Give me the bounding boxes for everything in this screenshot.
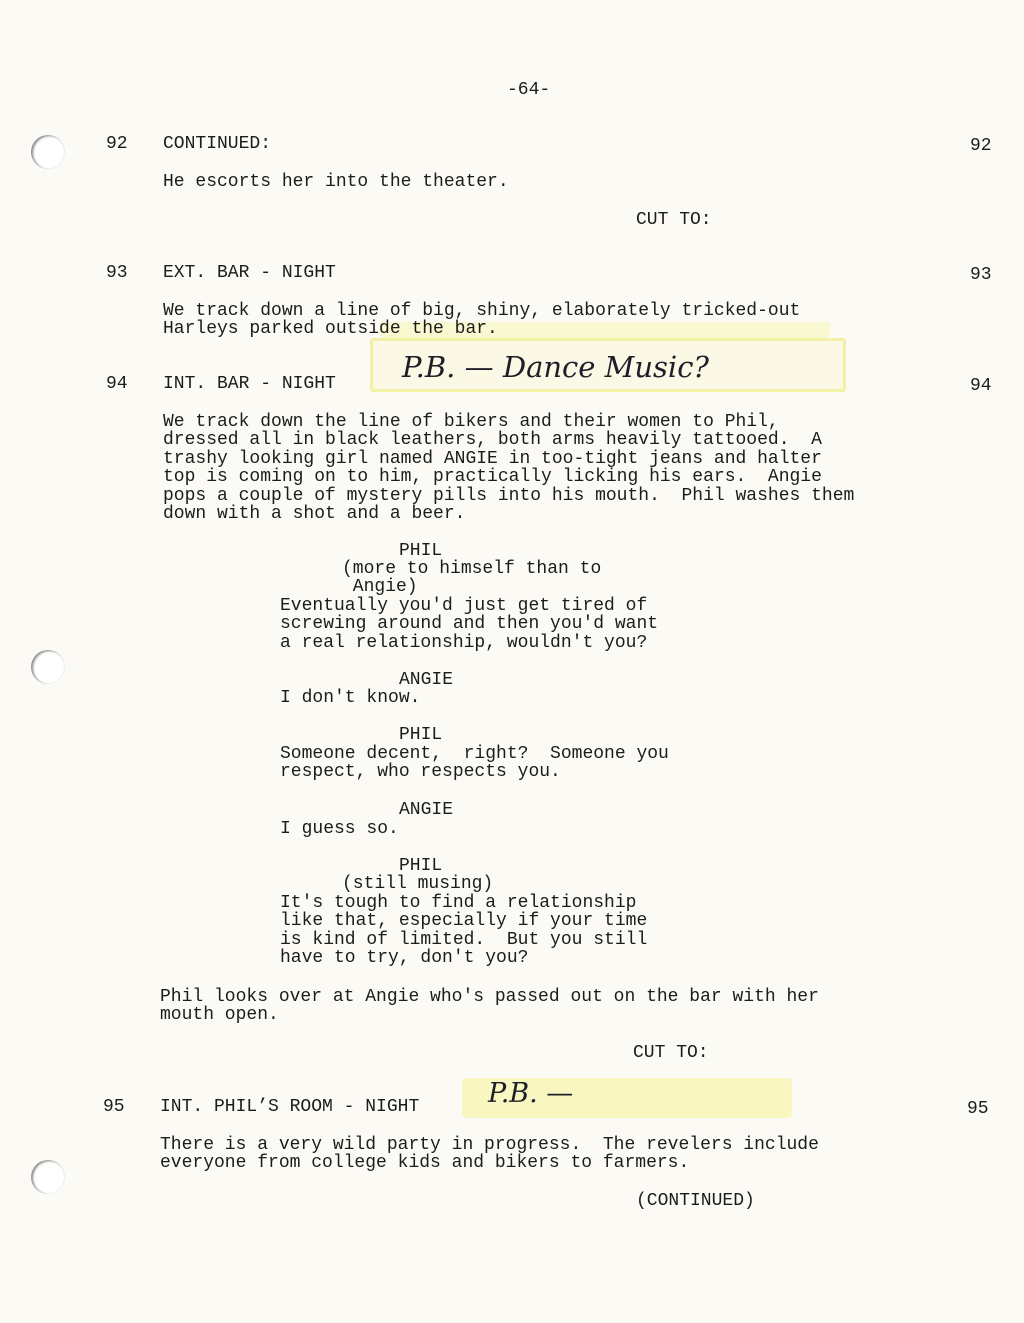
action-text: We track down the line of bikers and their women to Phil, dressed all in black leathers, both arms heavily tattooed. A trashy looking girl named ANGIE in too-tight jeans and halter top is coming on to him, practically licking his ears. Angie pops a couple of mystery pills into his mouth. Phil washes them down with a shot and a beer.	[163, 412, 855, 525]
parenthetical: (still musing)	[342, 874, 494, 894]
character-name: PHIL	[399, 541, 443, 561]
action-text: We track down a line of big, shiny, elaborately tricked-out Harleys parked outside the bar.	[163, 301, 801, 340]
continued-marker: (CONTINUED)	[636, 1191, 755, 1211]
handwritten-note: P.B. — Dance Music?	[402, 350, 709, 384]
scene-number-right: 93	[970, 265, 992, 285]
character-name: ANGIE	[399, 800, 454, 820]
scene-number-left: 92	[106, 134, 128, 154]
dialogue-line: I don't know.	[280, 688, 421, 708]
scene-heading: EXT. BAR - NIGHT	[163, 263, 336, 283]
binder-hole-middle	[31, 650, 65, 684]
scene-number-left: 93	[106, 263, 128, 283]
scene-number-right: 95	[967, 1099, 989, 1119]
scene-number-right: 94	[970, 376, 992, 396]
transition: CUT TO:	[633, 1043, 709, 1063]
dialogue-line: Eventually you'd just get tired of screwing around and then you'd want a real relationship, wouldn't you?	[280, 596, 659, 653]
transition: CUT TO:	[636, 210, 712, 230]
parenthetical: (more to himself than to Angie)	[342, 559, 602, 598]
dialogue-line: I guess so.	[280, 819, 399, 839]
binder-hole-bottom	[31, 1160, 65, 1194]
scene-number-left: 95	[103, 1097, 125, 1117]
action-text: Phil looks over at Angie who's passed out on the bar with her mouth open.	[160, 987, 819, 1026]
page-number: -64-	[507, 80, 551, 100]
binder-hole-top	[31, 135, 65, 169]
dialogue-line: Someone decent, right? Someone you respect, who respects you.	[280, 744, 669, 783]
action-text: There is a very wild party in progress. The revelers include everyone from college kids and bikers to farmers.	[160, 1135, 819, 1174]
scene-heading: INT. PHIL’S ROOM - NIGHT	[160, 1097, 420, 1117]
dialogue-line: It's tough to find a relationship like that, especially if your time is kind of limited. But you still have to try, don't you?	[280, 893, 648, 969]
handwritten-note: P.B. —	[488, 1078, 574, 1109]
scene-number-left: 94	[106, 374, 128, 394]
character-name: PHIL	[399, 725, 443, 745]
character-name: ANGIE	[399, 670, 454, 690]
action-text: He escorts her into the theater.	[163, 172, 509, 192]
character-name: PHIL	[399, 856, 443, 876]
scene-number-right: 92	[970, 136, 992, 156]
scene-heading: CONTINUED:	[163, 134, 272, 154]
scene-heading: INT. BAR - NIGHT	[163, 374, 336, 394]
